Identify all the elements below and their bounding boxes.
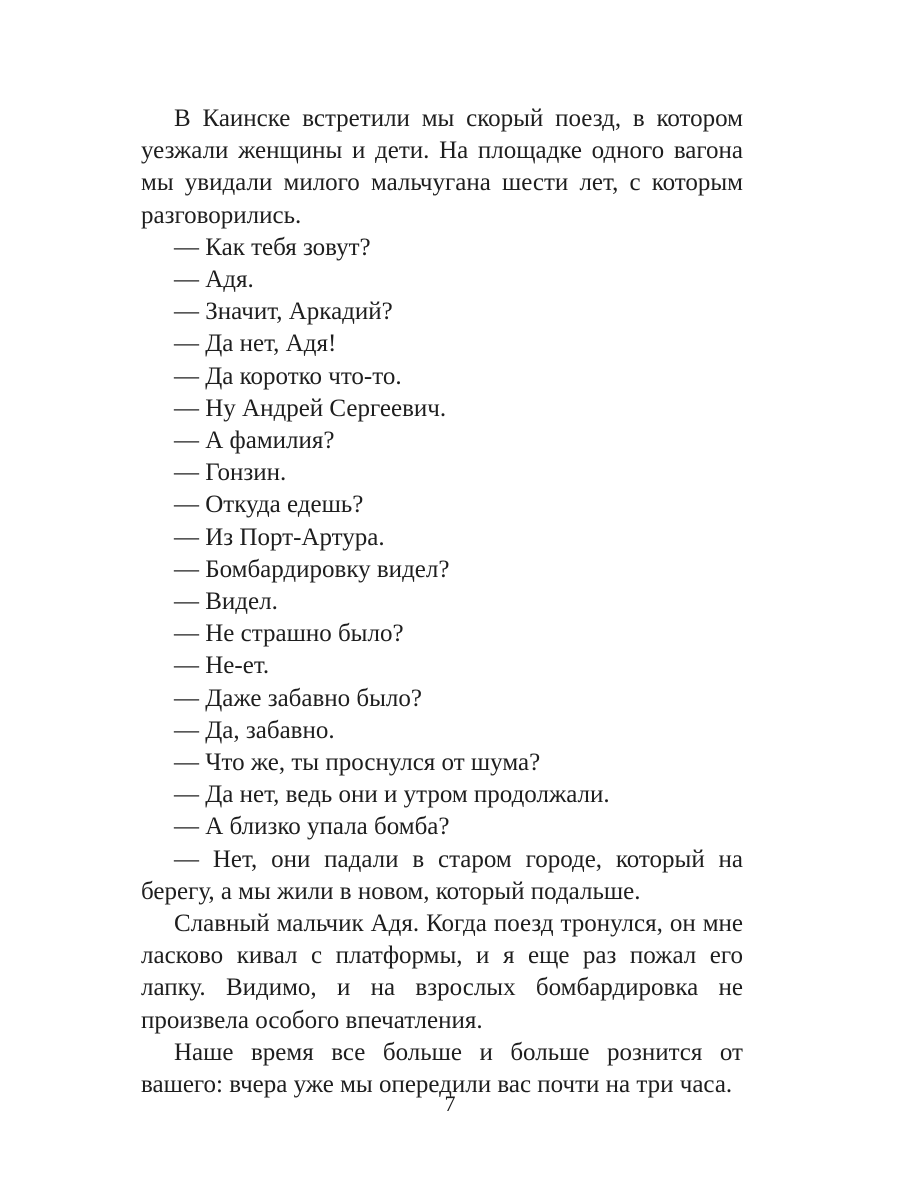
dialogue-line: — А близко упала бомба? xyxy=(174,813,450,841)
dialogue-line: — Откуда едешь? xyxy=(174,491,364,519)
dialogue-line: — Как тебя зовут? xyxy=(174,233,371,261)
dialogue-line: — Гонзин. xyxy=(174,459,287,487)
dialogue-line: — Да нет, ведь они и утром продолжали. xyxy=(174,781,610,809)
paragraph: Наше время все больше и больше рознится от вашего: вчера уже мы опередили вас почти на три часа. xyxy=(141,1038,743,1099)
dialogue-line: — Не страшно было? xyxy=(174,620,404,648)
dialogue-line: — Да коротко что-то. xyxy=(174,362,402,390)
dialogue-line: — Из Порт-Артура. xyxy=(174,523,385,551)
paragraph: В Каинске встретили мы скорый поезд, в котором уезжали женщины и дети. На площадке одного вагона мы увидали милого мальчугана шести лет, с которым разговорились. xyxy=(141,105,743,229)
dialogue-line: — Даже забавно было? xyxy=(174,684,422,712)
dialogue-line: — Что же, ты проснулся от шума? xyxy=(174,749,541,777)
paragraph: Славный мальчик Адя. Когда поезд тронулся, он мне ласково кивал с платформы, и я еще раз пожал его лапку. Видимо, и на взрослых бомбардировка не произвела особого впечатления. xyxy=(141,910,743,1034)
page-number: 7 xyxy=(444,1091,456,1116)
dialogue-line: — Да, забавно. xyxy=(174,716,335,744)
dialogue-line: — Да нет, Адя! xyxy=(174,330,337,358)
dialogue-line: — Адя. xyxy=(174,266,254,294)
dialogue-line: — Не-ет. xyxy=(174,652,270,680)
dialogue-line: — Бомбардировку видел? xyxy=(174,555,450,583)
dialogue-line: — Ну Андрей Сергеевич. xyxy=(174,394,447,422)
dialogue-line: — Видел. xyxy=(174,588,278,616)
dialogue-line: — Значит, Аркадий? xyxy=(174,298,393,326)
dialogue-line: — Нет, они падали в старом городе, который на берегу, а мы жили в новом, который подальше. xyxy=(141,845,743,905)
body-text xyxy=(141,103,743,1101)
dialogue-line: — А фамилия? xyxy=(174,427,335,455)
